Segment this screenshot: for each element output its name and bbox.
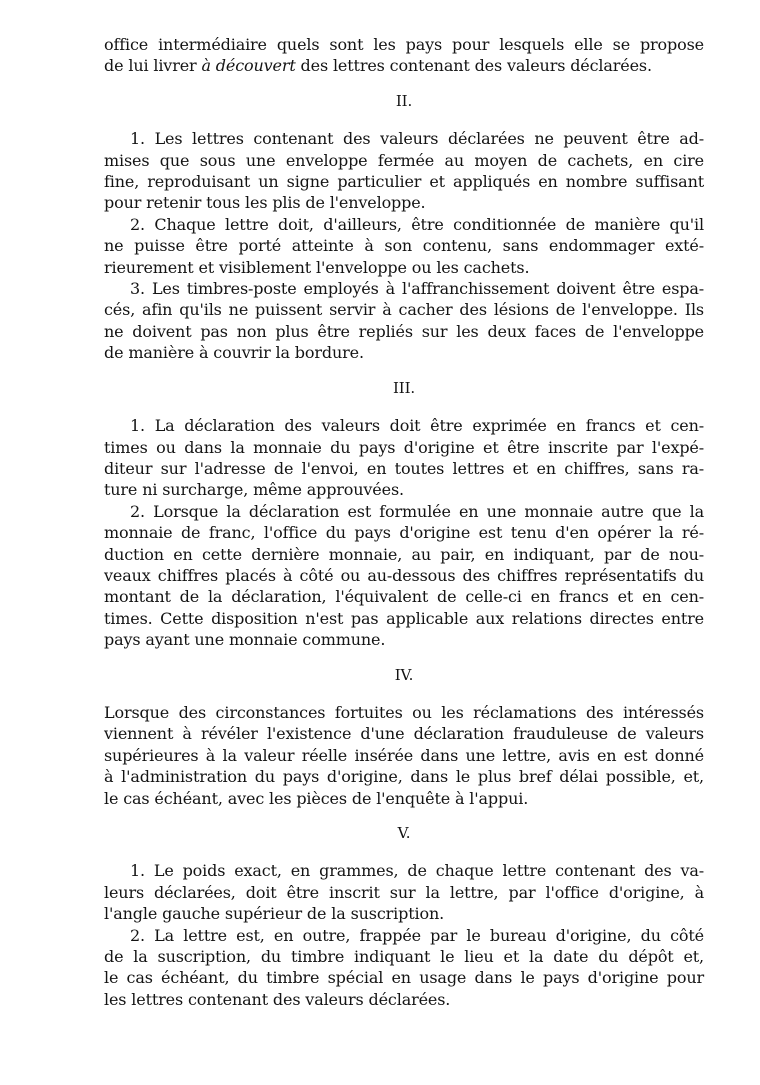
text-line: l'angle gauche supérieur de la suscription. (104, 904, 445, 924)
text-line: le cas échéant, avec les pièces de l'enquête à l'appui. (104, 788, 529, 808)
text-line: fine, reproduisant un signe particulier et appliqués en nombre suffisant (104, 172, 704, 192)
text-line: diteur sur l'adresse de l'envoi, en toutes lettres et en chiffres, sans ra- (104, 458, 704, 478)
paragraph (104, 214, 704, 278)
text-line: leurs déclarées, doit être inscrit sur la lettre, par l'office d'origine, à (104, 882, 704, 902)
text-line: les lettres contenant des valeurs déclarées. (104, 989, 451, 1009)
text-line: mises que sous une enveloppe fermée au moyen de cachets, en cire (104, 150, 704, 170)
text-line: montant de la déclaration, l'équivalent de celle-ci en francs et en cen- (104, 587, 704, 607)
text-line: cés, afin qu'ils ne puissent servir à cacher des lésions de l'enveloppe. Ils (104, 300, 704, 320)
text-line: duction en cette dernière monnaie, au pair, en indiquant, par de nou- (104, 544, 704, 564)
text-line: 1. La déclaration des valeurs doit être exprimée en francs et cen- (130, 416, 704, 436)
section-heading: III. (393, 378, 415, 397)
text-line: de la suscription, du timbre indiquant le lieu et la date du dépôt et, (104, 947, 704, 967)
paragraph (104, 128, 704, 214)
text-line: rieurement et visiblement l'enveloppe ou les cachets. (104, 257, 530, 277)
section-heading: V. (397, 824, 411, 842)
text-line: 3. Les timbres-poste employés à l'affranchissement doivent être espa- (130, 279, 704, 299)
text-line: Lorsque des circonstances fortuites ou les réclamations des intéressés (104, 702, 704, 722)
text-line: monnaie de franc, l'office du pays d'origine est tenu d'en opérer la ré- (104, 523, 704, 543)
text-line: times ou dans la monnaie du pays d'origine et être inscrite par l'expé- (104, 437, 704, 457)
page-text (104, 34, 704, 1010)
text-line: pays ayant une monnaie commune. (104, 630, 386, 650)
paragraph (104, 415, 704, 501)
text-line: 2. La lettre est, en outre, frappée par le bureau d'origine, du côté (130, 925, 704, 945)
text-line: pour retenir tous les plis de l'enveloppe. (104, 193, 426, 213)
text-line: 2. Chaque lettre doit, d'ailleurs, être conditionnée de manière qu'il (130, 214, 704, 234)
paragraph (104, 702, 704, 809)
text-line: 1. Les lettres contenant des valeurs déclarées ne peuvent être ad- (130, 129, 704, 149)
section-heading: IV. (394, 665, 414, 684)
text-line: 2. Lorsque la déclaration est formulée en une monnaie autre que la (130, 501, 704, 521)
text-line: le cas échéant, du timbre spécial en usage dans le pays d'origine pour (104, 968, 704, 988)
text-line: viennent à révéler l'existence d'une déclaration frauduleuse de valeurs (104, 724, 704, 744)
paragraph (104, 501, 704, 651)
paragraph (104, 278, 704, 364)
text-line: office intermédiaire quels sont les pays pour lesquels elle se propose (104, 35, 704, 54)
paragraph (104, 925, 704, 1011)
text-line: ne doivent pas non plus être repliés sur les deux faces de l'enveloppe (104, 321, 704, 341)
text-line: ture ni surcharge, même approuvées. (104, 480, 404, 500)
text-line: de manière à couvrir la bordure. (104, 343, 364, 363)
text-line: de lui livrer à découvert des lettres contenant des valeurs déclarées. (104, 56, 652, 76)
text-line: ne puisse être porté atteinte à son contenu, sans endommager exté- (104, 236, 704, 256)
paragraph (104, 860, 704, 924)
text-line: times. Cette disposition n'est pas applicable aux relations directes entre (104, 608, 704, 628)
text-line: veaux chiffres placés à côté ou au-dessous des chiffres représentatifs du (104, 565, 704, 585)
text-line: 1. Le poids exact, en grammes, de chaque lettre contenant des va- (130, 861, 704, 881)
text-line: à l'administration du pays d'origine, dans le plus bref délai possible, et, (104, 767, 704, 787)
text-line: supérieures à la valeur réelle insérée dans une lettre, avis en est donné (104, 745, 704, 765)
section-heading: II. (395, 91, 413, 110)
